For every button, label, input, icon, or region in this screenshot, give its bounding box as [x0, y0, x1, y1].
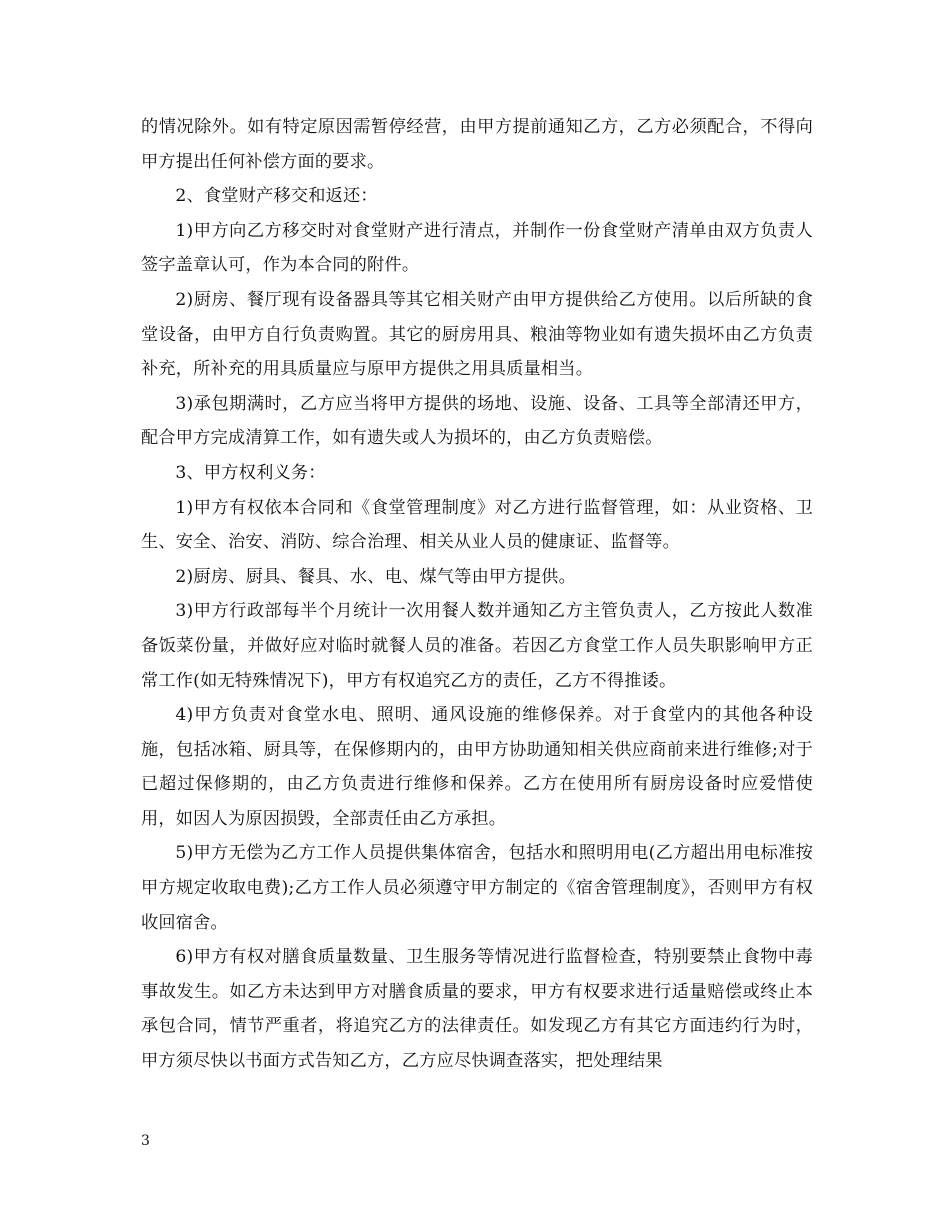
- paragraph: 2)厨房、餐厅现有设备器具等其它相关财产由甲方提供给乙方使用。以后所缺的食堂设备，由甲方自行负责购置。其它的厨房用具、粮油等物业如有遗失损坏由乙方负责补充，所补充的用具质量应与原甲方提供之用具质量相当。: [141, 289, 813, 380]
- paragraph: 3、甲方权利义务：: [175, 462, 326, 483]
- paragraph: 3)甲方行政部每半个月统计一次用餐人数并通知乙方主管负责人，乙方按此人数准备饭菜份量，并做好应对临时就餐人员的准备。若因乙方食堂工作人员失职影响甲方正常工作(如无特殊情况下)，甲方有权追究乙方的责任，乙方不得推诿。: [141, 601, 813, 691]
- paragraph: 的情况除外。如有特定原因需暂停经营，由甲方提前通知乙方，乙方必须配合，不得向甲方提出任何补偿方面的要求。: [141, 117, 813, 172]
- paragraph: 4)甲方负责对食堂水电、照明、通风设施的维修保养。对于食堂内的其他各种设施，包括冰箱、厨具等，在保修期内的，由甲方协助通知相关供应商前来进行维修;对于已超过保修期的，由乙方负责进行维修和保养。乙方在使用所有厨房设备时应爱惜使用，如因人为原因损毁，全部责任由乙方承担。: [141, 705, 813, 829]
- document-body: [141, 110, 813, 1079]
- paragraph: 5)甲方无偿为乙方工作人员提供集体宿舍，包括水和照明用电(乙方超出用电标准按甲方规定收取电费);乙方工作人员必须遵守甲方制定的《宿舍管理制度》，否则甲方有权收回宿舍。: [141, 843, 813, 933]
- paragraph: 6)甲方有权对膳食质量数量、卫生服务等情况进行监督检查，特别要禁止食物中毒事故发生。如乙方未达到甲方对膳食质量的要求，甲方有权要求进行适量赔偿或终止本承包合同，情节严重者，将追究乙方的法律责任。如发现乙方有其它方面违约行为时，甲方须尽快以书面方式告知乙方，乙方应尽快调查落实，把处理结果: [141, 947, 813, 1072]
- paragraph: 2、食堂财产移交和返还：: [175, 186, 378, 207]
- paragraph: 1)甲方有权依本合同和《食堂管理制度》对乙方进行监督管理，如：从业资格、卫生、安全、治安、消防、综合治理、相关从业人员的健康证、监督等。: [141, 497, 813, 553]
- paragraph: 3)承包期满时，乙方应当将甲方提供的场地、设施、设备、工具等全部清还甲方，配合甲方完成清算工作，如有遗失或人为损坏的，由乙方负责赔偿。: [141, 393, 813, 449]
- paragraph: 1)甲方向乙方移交时对食堂财产进行清点，并制作一份食堂财产清单由双方负责人签字盖章认可，作为本合同的附件。: [141, 220, 813, 276]
- page-number: 3: [141, 1133, 150, 1149]
- paragraph: 2)厨房、厨具、餐具、水、电、煤气等由甲方提供。: [175, 566, 576, 587]
